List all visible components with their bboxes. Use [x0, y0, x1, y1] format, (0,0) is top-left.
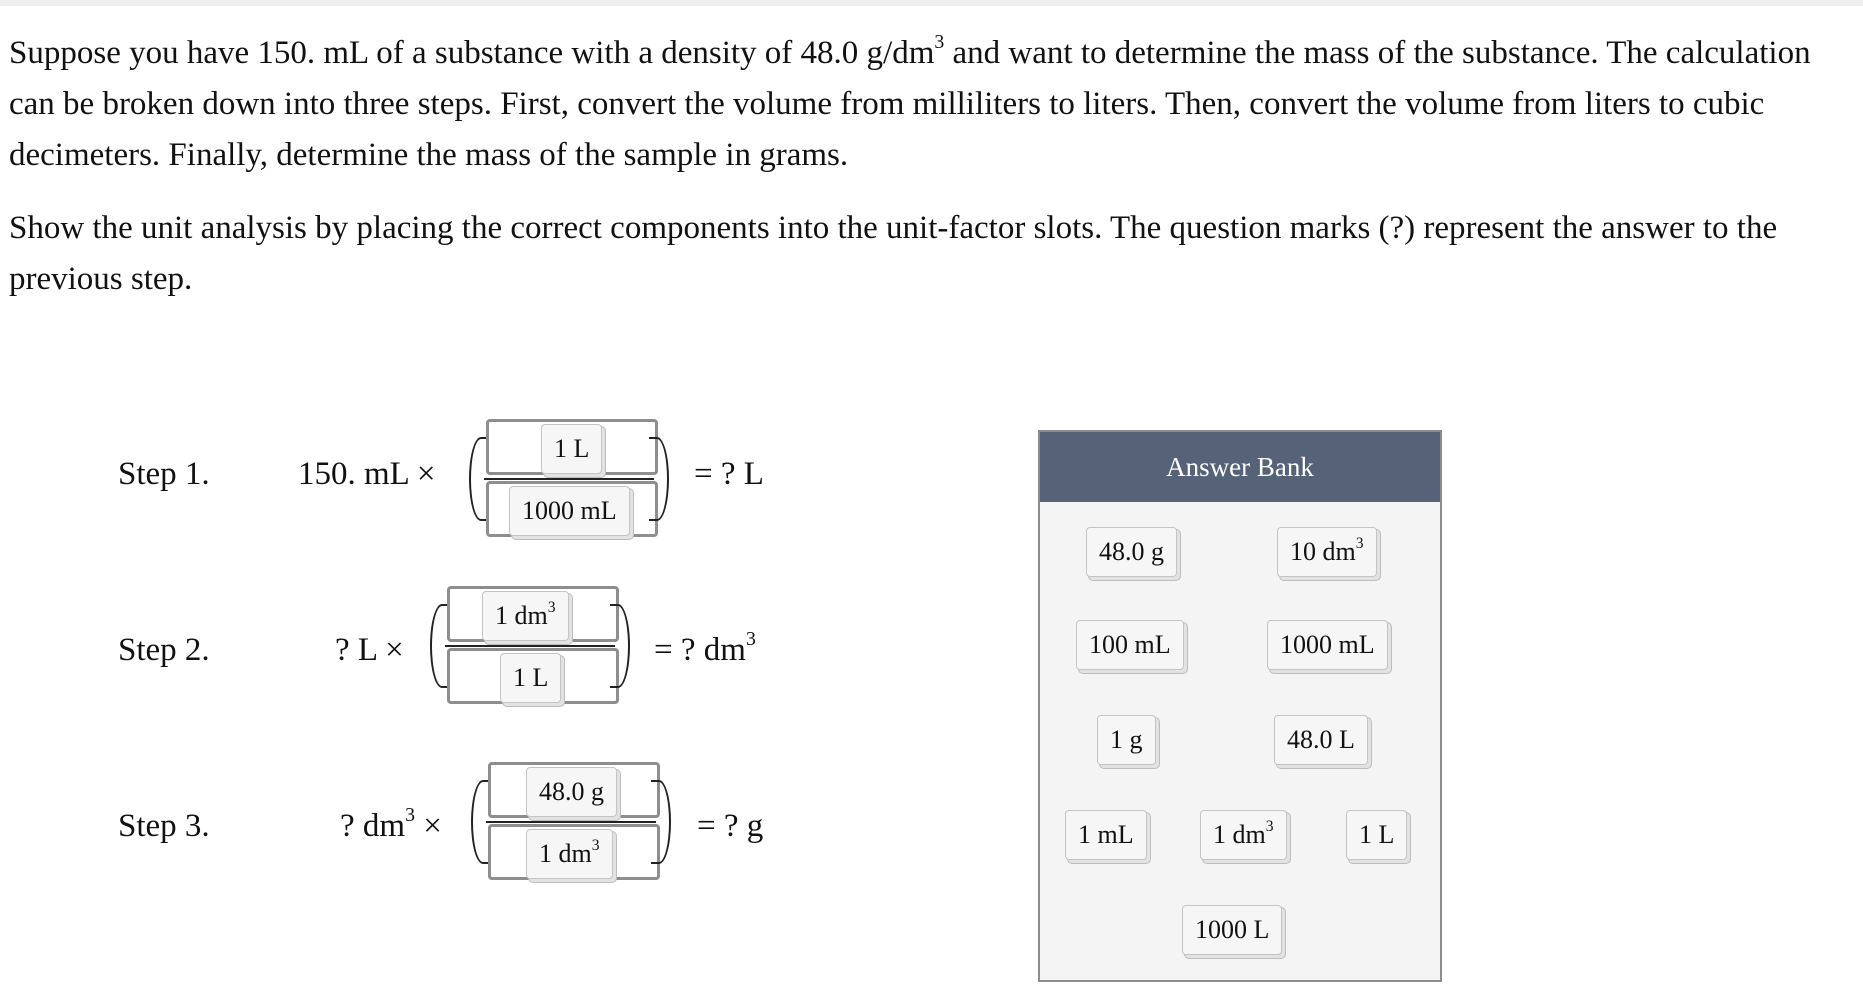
step-3-denominator-slot[interactable] [488, 824, 660, 880]
step-3-numerator-tile[interactable]: 48.0 g [526, 767, 617, 817]
step-1-label: Step 1. [118, 456, 210, 492]
bank-tile-1-g[interactable]: 1 g [1097, 715, 1156, 765]
step-2-label: Step 2. [118, 632, 210, 668]
step-3-denominator-tile[interactable]: 1 $dm^3$ [526, 829, 613, 879]
step-2-denominator-tile[interactable]: 1 L [500, 653, 561, 703]
answer-bank [1038, 430, 1442, 982]
step-2-result: = ? $dm^3$ [654, 628, 756, 668]
step-1-numerator-tile[interactable]: 1 L [541, 424, 602, 474]
step-2-numerator-slot[interactable] [447, 586, 619, 642]
step-1-unit-factor [469, 419, 669, 549]
bank-tile-10-dm3[interactable]: 10 $dm^3$ [1277, 527, 1377, 577]
fraction-bar [486, 821, 656, 823]
right-paren [651, 780, 671, 864]
step-3-numerator-slot[interactable] [488, 762, 660, 818]
right-paren [649, 437, 669, 521]
step-3-start: ? $dm^3$ × [340, 804, 442, 844]
step-1-denominator-slot[interactable] [486, 481, 658, 537]
bank-tile-48-0-g[interactable]: 48.0 g [1086, 527, 1177, 577]
step-1-result: = ? L [694, 456, 764, 492]
fraction-bar [445, 645, 615, 647]
step-2-start: ? L × [335, 632, 404, 668]
bank-tile-100-ml[interactable]: 100 mL [1076, 620, 1184, 670]
step-1-denominator-tile[interactable]: 1000 mL [509, 486, 630, 536]
bank-tile-1000-l[interactable]: 1000 L [1182, 905, 1282, 955]
step-1-numerator-slot[interactable] [486, 419, 658, 475]
step-2-denominator-slot[interactable] [447, 648, 619, 704]
step-2-numerator-tile[interactable]: 1 $dm^3$ [482, 591, 569, 641]
step-3-result: = ? g [697, 808, 764, 844]
step-3-label: Step 3. [118, 808, 210, 844]
bank-tile-1-ml[interactable]: 1 mL [1065, 810, 1147, 860]
fraction-bar [484, 478, 654, 480]
right-paren [610, 604, 630, 688]
bank-tile-1-l[interactable]: 1 L [1346, 810, 1407, 860]
step-2-unit-factor [430, 586, 630, 716]
problem-statement: Suppose you have 150. mL of a substance with a density of 48.0 $g/dm^3$ and want to determine the mass of the substance. The calculation can be broken down into three steps. First, convert the volume from milliliters to liters. Then, convert the volume from liters to cubic decimeters. Finally, determine the mass of the sample in grams. [9, 31, 1811, 173]
answer-bank-header: Answer Bank [1040, 432, 1440, 502]
step-3-unit-factor [471, 762, 671, 892]
bank-tile-1-dm3[interactable]: 1 $dm^3$ [1200, 810, 1287, 860]
bank-tile-1000-ml[interactable]: 1000 mL [1267, 620, 1388, 670]
bank-tile-48-0-l[interactable]: 48.0 L [1274, 715, 1368, 765]
step-1-start: 150. mL × [298, 456, 436, 492]
instructions-text: Show the unit analysis by placing the correct components into the unit-factor slots. The question marks (?) represent the answer to the previous step. [9, 210, 1778, 297]
top-border [0, 0, 1863, 6]
